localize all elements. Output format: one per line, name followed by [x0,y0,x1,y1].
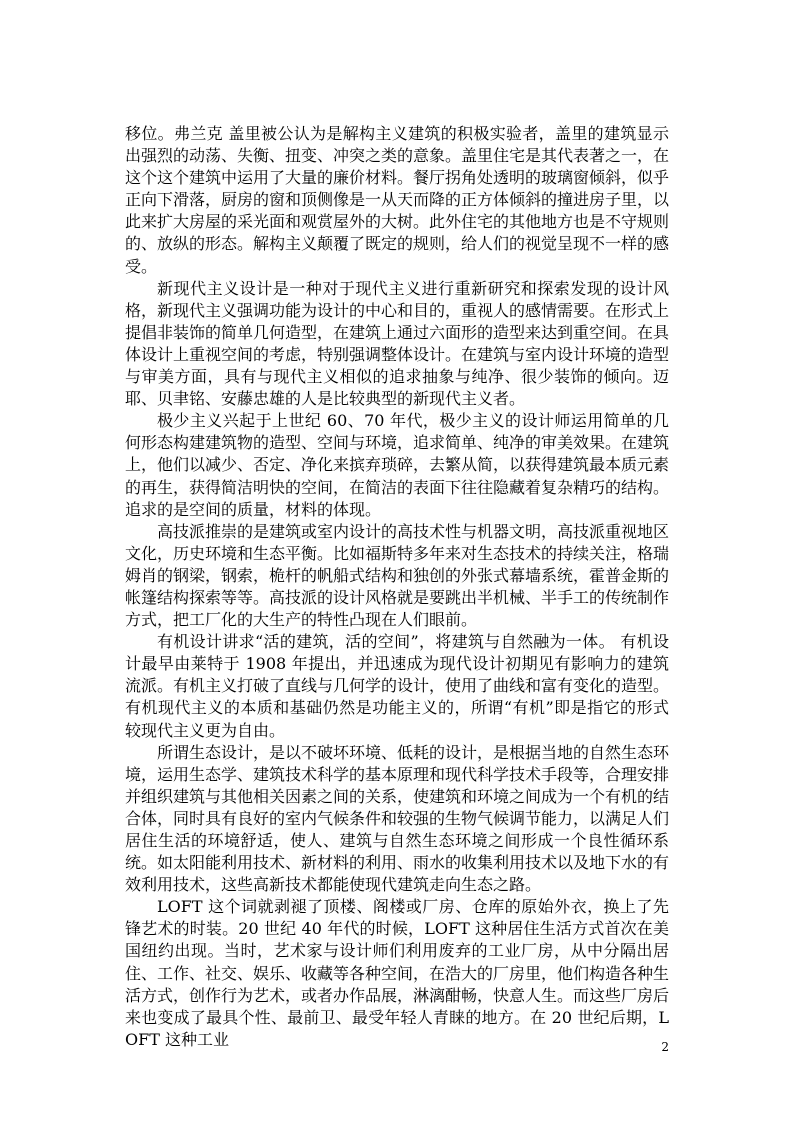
paragraph-deconstructivism-continued: 移位。弗兰克 盖里被公认为是解构主义建筑的积极实验者，盖里的建筑显示出强烈的动荡、失衡、扭变、冲突之类的意象。盖里住宅是其代表著之一，在这个这个建筑中运用了大量的廉价材料。餐厅拐角处透明的玻璃窗倾斜，似乎正向下滑落，厨房的窗和顶侧像是一从天而降的正方体倾斜的撞进房子里，以此来扩大房屋的采光面和观赏屋外的大树。此外住宅的其他地方也是不守规则的、放纵的形态。解构主义颠覆了既定的规则，给人们的视觉呈现不一样的感受。 [125,124,670,276]
paragraph-minimalism: 极少主义兴起于上世纪 60、70 年代，极少主义的设计师运用简单的几何形态构建建筑物的造型、空间与环境，追求简单、纯净的审美效果。在建筑上，他们以减少、否定、净化来摈弃琐碎，去繁从简，以获得建筑最本质元素的再生，获得简洁明快的空间，在简洁的表面下往往隐藏着复杂精巧的结构。追求的是空间的质量，材料的体现。 [125,411,670,519]
body-text [125,123,669,1051]
paragraph-ecological-design: 所谓生态设计，是以不破坏环境、低耗的设计，是根据当地的自然生态环境，运用生态学、建筑技术科学的基本原理和现代科学技术手段等，合理安排并组织建筑与其他相关因素之间的关系，使建筑和环境之间成为一个有机的结合体，同时具有良好的室内气候条件和较强的生物气候调节能力，以满足人们居住生活的环境舒适，使人、建筑与自然生态环境之间形成一个良性循环系统。如太阳能利用技术、新材料的利用、雨水的收集利用技术以及地下水的有效利用技术，这些高新技术都能使现代建筑走向生态之路。 [125,742,670,895]
paragraph-high-tech: 高技派推崇的是建筑或室内设计的高技术性与机器文明，高技派重视地区文化，历史环境和生态平衡。比如福斯特多年来对生态技术的持续关注，格瑞姆肖的钢梁，钢索，桅杆的帆船式结构和独创的外张式幕墙系统，霍普金斯的帐篷结构探索等等。高技派的设计风格就是要跳出半机械、半手工的传统制作方式，把工厂化的大生产的特性凸现在人们眼前。 [125,521,670,630]
page-number: 2 [661,1040,669,1054]
paragraph-loft: LOFT 这个词就剥褪了顶楼、阁楼或厂房、仓库的原始外衣，换上了先锋艺术的时装。20 世纪 40 年代的时候，LOFT 这种居住生活方式首次在美国纽约出现。当时，艺术家与设计师们利用废弃的工业厂房，从中分隔出居住、工作、社交、娱乐、收藏等各种空间，在浩大的厂房里，他们构造各种生活方式，创作行为艺术，或者办作品展，淋漓酣畅，快意人生。而这些厂房后来也变成了最具个性、最前卫、最受年轻人青睐的地方。在 20 世纪后期，LOFT 这种工业 [125,897,670,1049]
paragraph-neo-modernism: 新现代主义设计是一种对于现代主义进行重新研究和探索发现的设计风格，新现代主义强调功能为设计的中心和目的，重视人的感情需要。在形式上提倡非装饰的简单几何造型，在建筑上通过六面形的造型来达到重空间。在具体设计上重视空间的考虑，特别强调整体设计。在建筑与室内设计环境的造型与审美方面，具有与现代主义相似的追求抽象与纯净、很少装饰的倾向。迈耶、贝聿铭、安藤忠雄的人是比较典型的新现代主义者。 [125,278,670,409]
paragraph-organic-design: 有机设计讲求“活的建筑，活的空间”，将建筑与自然融为一体。 有机设计最早由莱特于 1908 年提出，并迅速成为现代设计初期见有影响力的建筑流派。有机主义打破了直线与几何学的设计，使用了曲线和富有变化的造型。有机现代主义的本质和基础仍然是功能主义的，所谓“有机”即是指它的形式较现代主义更为自由。 [125,632,670,740]
